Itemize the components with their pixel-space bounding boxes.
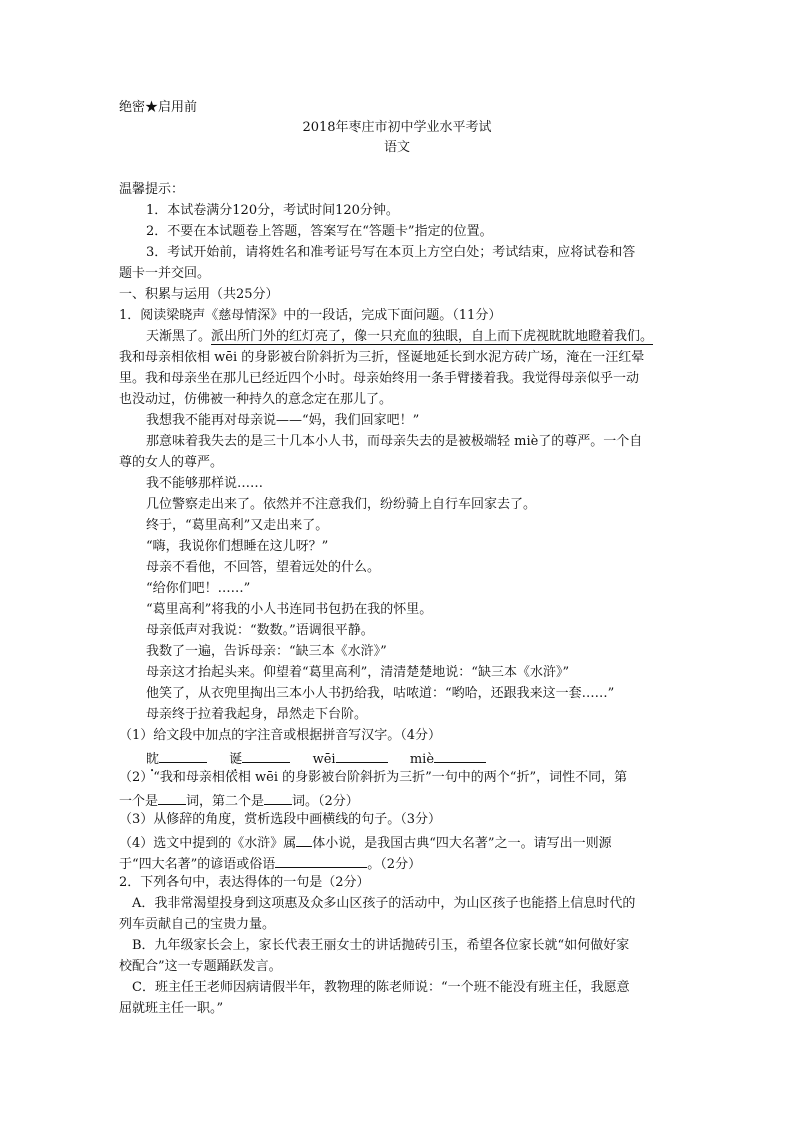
secrecy-label: 绝密★启用前 xyxy=(119,100,198,115)
passage-line: 我数了一遍，告诉母亲：“缺三本《水浒》” xyxy=(146,644,387,659)
passage-line: 也没动过，仿佛被一种持久的意念定在那儿了。 xyxy=(119,392,393,407)
answer-blank[interactable] xyxy=(275,853,367,868)
tip-item: 3．考试开始前，请将姓名和准考证号写在本页上方空白处；考试结束，应将试卷和答 xyxy=(146,245,636,260)
exam-title: 2018年枣庄市初中学业水平考试 xyxy=(302,120,492,135)
option-a: A．我非常渴望投身到这项惠及众多山区孩子的活动中，为山区孩子也能搭上信息时代的 xyxy=(132,896,636,911)
option-c-cont: 屈就班主任一职。” xyxy=(119,1001,224,1016)
sub-question: （1）给文段中加点的字注音或根据拼音写汉字。（4分） xyxy=(119,728,442,743)
answer-blank[interactable] xyxy=(159,748,207,763)
option-a-cont: 列车贡献自己的宝贵力量。 xyxy=(119,917,276,932)
tip-item: 2．不要在本试题卷上答题，答案写在“答题卡”指定的位置。 xyxy=(146,224,493,239)
passage-line: 母亲低声对我说：“数数。”语调很平静。 xyxy=(146,623,374,638)
text-fragment: 词，第二个是 xyxy=(186,794,265,809)
option-c: C．班主任王老师因病请假半年，教物理的陈老师说：“一个班不能没有班主任，我愿意 xyxy=(132,980,630,995)
passage-line xyxy=(146,328,653,346)
text-fragment: 一个是 xyxy=(119,794,159,809)
text-fragment: 于“四大名著”的谚语或俗语 xyxy=(119,857,276,872)
answer-blank[interactable] xyxy=(336,748,388,763)
passage-line: 终于，“葛里高利”又走出来了。 xyxy=(146,518,329,533)
answer-blank[interactable] xyxy=(434,748,486,763)
text-fragment: 体小说，是我国古典“四大名著”之一。请写出一则源 xyxy=(312,836,612,851)
passage-line: 我不能够那样说…… xyxy=(146,476,264,491)
answer-blank[interactable] xyxy=(242,748,290,763)
underlined-sentence: 派出所门外的红灯亮了，像一只充血的独眼，自上而下虎视眈眈地瞪着我们。 xyxy=(211,329,654,344)
question-stem: 1．阅读梁晓声《慈母情深》中的一段话，完成下面问题。（11分） xyxy=(119,308,502,323)
section-heading: 一、积累与运用（共25分） xyxy=(119,287,279,302)
tip-item: 题卡一并交回。 xyxy=(119,266,211,281)
passage-line: 里。我和母亲坐在那儿已经近四个小时。母亲始终用一条手臂搂着我。我觉得母亲似乎一动 xyxy=(119,371,640,386)
tip-item: 1．本试卷满分120分，考试时间120分钟。 xyxy=(146,203,399,218)
dotted-char: 眈 xyxy=(146,752,160,767)
text-fragment: （4）选文中提到的《水浒》属 xyxy=(119,836,297,851)
passage-line: 我想我不能再对母亲说——“妈，我们回家吧！” xyxy=(146,413,420,428)
option-b-cont: 校配合”这一专题踊跃发言。 xyxy=(119,959,282,974)
passage-line: 母亲这才抬起头来。仰望着“葛里高利”，清清楚楚地说：“缺三本《水浒》” xyxy=(146,665,570,680)
passage-line: 那意味着我失去的是三十几本小人书，而母亲失去的是被极端轻 miè了的尊严。一个自 xyxy=(146,434,643,449)
passage-line: “给你们吧！……” xyxy=(146,581,251,596)
passage-line: 母亲不看他，不回答，望着远处的什么。 xyxy=(146,560,381,575)
passage-text: 天渐黑了。 xyxy=(146,329,212,344)
option-b: B．九年级家长会上，家长代表王丽女士的讲话抛砖引玉，希望各位家长就“如何做好家 xyxy=(132,938,630,953)
pinyin-prompt: miè xyxy=(409,752,435,767)
question-stem: 2．下列各句中，表达得体的一句是（2分） xyxy=(119,875,370,890)
answer-blank[interactable] xyxy=(158,790,186,805)
tips-heading: 温馨提示： xyxy=(119,182,185,197)
passage-line: “嗨，我说你们想睡在这儿呀？” xyxy=(146,539,329,554)
text-fragment: 词。（2分） xyxy=(292,794,359,809)
answer-blank[interactable] xyxy=(296,832,312,847)
answer-blank[interactable] xyxy=(264,790,292,805)
sub-question xyxy=(119,832,612,853)
sub-question: （2）“我和母亲相依相 wēi 的身影被台阶斜折为三折”一句中的两个“折”，词性不同，第 xyxy=(119,770,628,785)
subject-title: 语文 xyxy=(383,140,410,155)
sub-question-cont xyxy=(119,790,359,811)
pinyin-prompt: wēi xyxy=(312,752,336,767)
sub-question-cont xyxy=(119,853,421,874)
passage-line: “葛里高利”将我的小人书连同书包扔在我的怀里。 xyxy=(146,602,433,617)
text-fragment: 。（2分） xyxy=(367,857,422,872)
passage-line: 他笑了，从衣兜里掏出三本小人书扔给我，咕哝道：“哟哈，还跟我来这一套……” xyxy=(146,686,615,701)
passage-line: 母亲终于拉着我起身，昂然走下台阶。 xyxy=(146,707,368,722)
dotted-char: 诞 xyxy=(229,752,243,767)
sub-question: （3）从修辞的角度，赏析选段中画横线的句子。（3分） xyxy=(119,812,442,827)
passage-line: 几位警察走出来了。依然并不注意我们，纷纷骑上自行车回家去了。 xyxy=(146,497,537,512)
passage-line: 尊的女人的尊严。 xyxy=(119,455,224,470)
passage-line: 我和母亲相依相 wēi 的身影被台阶斜折为三折，怪诞地延长到水泥方砖广场，淹在一汪红晕 xyxy=(119,350,645,365)
